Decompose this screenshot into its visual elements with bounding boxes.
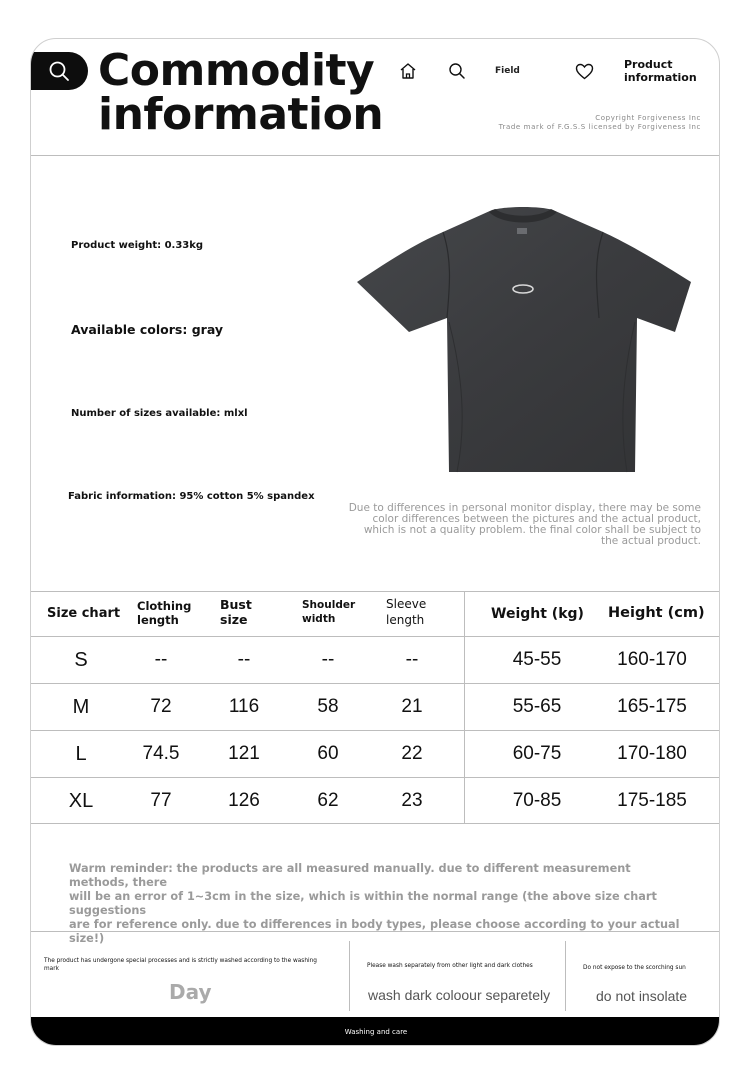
reminder-line-2: will be an error of 1~3cm in the size, which is within the normal range (the above size chart suggestions bbox=[69, 890, 657, 917]
cell-weight: 70-85 bbox=[512, 790, 562, 811]
reminder-line-1: Warm reminder: the products are all measured manually. due to different measurement methods, there bbox=[69, 862, 631, 889]
header-bust-line-1: Bust bbox=[220, 597, 252, 612]
product-section bbox=[31, 156, 720, 592]
header-bust-line-2: size bbox=[220, 612, 248, 627]
wash-dark-separately: wash dark coloour separetely bbox=[368, 987, 551, 1003]
cell-height: 160-170 bbox=[617, 649, 687, 670]
disclaimer-line-3: which is not a quality problem. the final color shall be subject to bbox=[363, 524, 701, 536]
search-button[interactable] bbox=[30, 52, 88, 90]
cell-shoulder-width: 60 bbox=[317, 743, 339, 764]
cell-bust-size: 126 bbox=[228, 790, 260, 811]
cell-bust-size: -- bbox=[237, 649, 251, 670]
header-shoulder-line-2: width bbox=[302, 613, 336, 625]
cell-sleeve-length: 23 bbox=[401, 790, 423, 811]
size-chart-table bbox=[31, 592, 720, 824]
cell-sleeve-length: 21 bbox=[401, 696, 423, 717]
page-title bbox=[98, 45, 384, 140]
nav-product-information[interactable]: Product information bbox=[624, 58, 697, 84]
wash-note-line-1: The product has undergone special processes and is strictly washed according to the washing bbox=[44, 958, 317, 964]
disclaimer-line-1: Due to differences in personal monitor display, there may be some bbox=[348, 502, 701, 514]
nav-field-link[interactable]: Field bbox=[495, 66, 520, 76]
cell-weight: 45-55 bbox=[512, 649, 562, 670]
fabric-information: Fabric information: 95% cotton 5% spandex bbox=[68, 491, 315, 502]
copyright-text bbox=[499, 114, 701, 132]
color-disclaimer bbox=[341, 503, 701, 547]
title-line-2: information bbox=[98, 89, 384, 140]
copyright-line-1: Copyright Forgiveness Inc bbox=[595, 114, 701, 122]
header-shoulder-line-1: Shoulder bbox=[302, 599, 356, 611]
cell-height: 175-185 bbox=[617, 790, 687, 811]
cell-shoulder-width: 58 bbox=[317, 696, 339, 717]
header-shoulder-width bbox=[302, 598, 355, 626]
header-size-chart: Size chart bbox=[47, 606, 121, 621]
wash-note-special-process bbox=[44, 957, 344, 973]
cell-size: XL bbox=[68, 789, 94, 812]
number-of-sizes: Number of sizes available: mlxl bbox=[71, 408, 248, 419]
cell-weight: 55-65 bbox=[512, 696, 562, 717]
cell-bust-size: 116 bbox=[228, 696, 260, 717]
cell-size: S bbox=[74, 648, 88, 671]
cell-size: M bbox=[72, 695, 90, 718]
disclaimer-line-2: color differences between the pictures and the actual product, bbox=[372, 513, 701, 525]
heart-icon[interactable] bbox=[575, 59, 595, 83]
cell-height: 165-175 bbox=[617, 696, 687, 717]
washing-care-bar: Washing and care bbox=[31, 1017, 720, 1046]
nav-search-icon[interactable] bbox=[448, 59, 468, 83]
cell-clothing-length: 74.5 bbox=[142, 743, 180, 764]
cell-size: L bbox=[75, 742, 87, 765]
header-clothing-line-1: Clothing bbox=[137, 599, 192, 613]
wash-day-label: Day bbox=[169, 980, 212, 1004]
copyright-line-2: Trade mark of F.G.S.S licensed by Forgiveness Inc bbox=[498, 123, 701, 131]
table-header bbox=[31, 592, 720, 637]
cell-sleeve-length: 22 bbox=[401, 743, 423, 764]
home-icon[interactable] bbox=[399, 59, 419, 83]
header-height: Height (cm) bbox=[608, 605, 705, 621]
available-colors: Available colors: gray bbox=[71, 322, 224, 337]
cell-height: 170-180 bbox=[617, 743, 687, 764]
table-row bbox=[31, 731, 720, 778]
commodity-card bbox=[30, 38, 720, 1046]
reminder-line-3: are for reference only. due to differences in body types, please choose according to your actual size!) bbox=[69, 918, 680, 945]
header-clothing-line-2: length bbox=[137, 613, 179, 627]
cell-clothing-length: -- bbox=[154, 649, 168, 670]
wash-note-line-2: mark bbox=[44, 966, 59, 972]
title-line-1: Commodity bbox=[98, 45, 375, 96]
search-icon bbox=[48, 60, 70, 82]
cell-weight: 60-75 bbox=[512, 743, 562, 764]
header-weight: Weight (kg) bbox=[491, 606, 584, 622]
top-nav bbox=[399, 59, 711, 83]
header-bust-size bbox=[220, 597, 252, 627]
wash-divider-1 bbox=[349, 941, 350, 1011]
tshirt-image bbox=[357, 202, 691, 476]
cell-clothing-length: 72 bbox=[150, 696, 172, 717]
disclaimer-line-4: the actual product. bbox=[601, 535, 701, 547]
header-clothing-length bbox=[137, 599, 191, 627]
table-row bbox=[31, 637, 720, 684]
cell-sleeve-length: -- bbox=[405, 649, 419, 670]
table-row bbox=[31, 684, 720, 731]
cell-shoulder-width: -- bbox=[321, 649, 335, 670]
cell-bust-size: 121 bbox=[228, 743, 260, 764]
header-sleeve-line-2: length bbox=[386, 613, 425, 627]
wash-note-sun: Do not expose to the scorching sun bbox=[583, 965, 686, 971]
product-weight: Product weight: 0.33kg bbox=[71, 240, 204, 251]
cell-clothing-length: 77 bbox=[150, 790, 172, 811]
header-sleeve-line-1: Sleeve bbox=[386, 597, 427, 611]
washing-section bbox=[31, 932, 720, 1017]
header-sleeve-length bbox=[386, 596, 426, 628]
table-row bbox=[31, 778, 720, 825]
cell-shoulder-width: 62 bbox=[317, 790, 339, 811]
do-not-insolate: do not insolate bbox=[596, 988, 688, 1004]
header bbox=[31, 39, 720, 156]
wash-note-separately: Please wash separately from other light and dark clothes bbox=[367, 963, 533, 969]
wash-divider-2 bbox=[565, 941, 566, 1011]
